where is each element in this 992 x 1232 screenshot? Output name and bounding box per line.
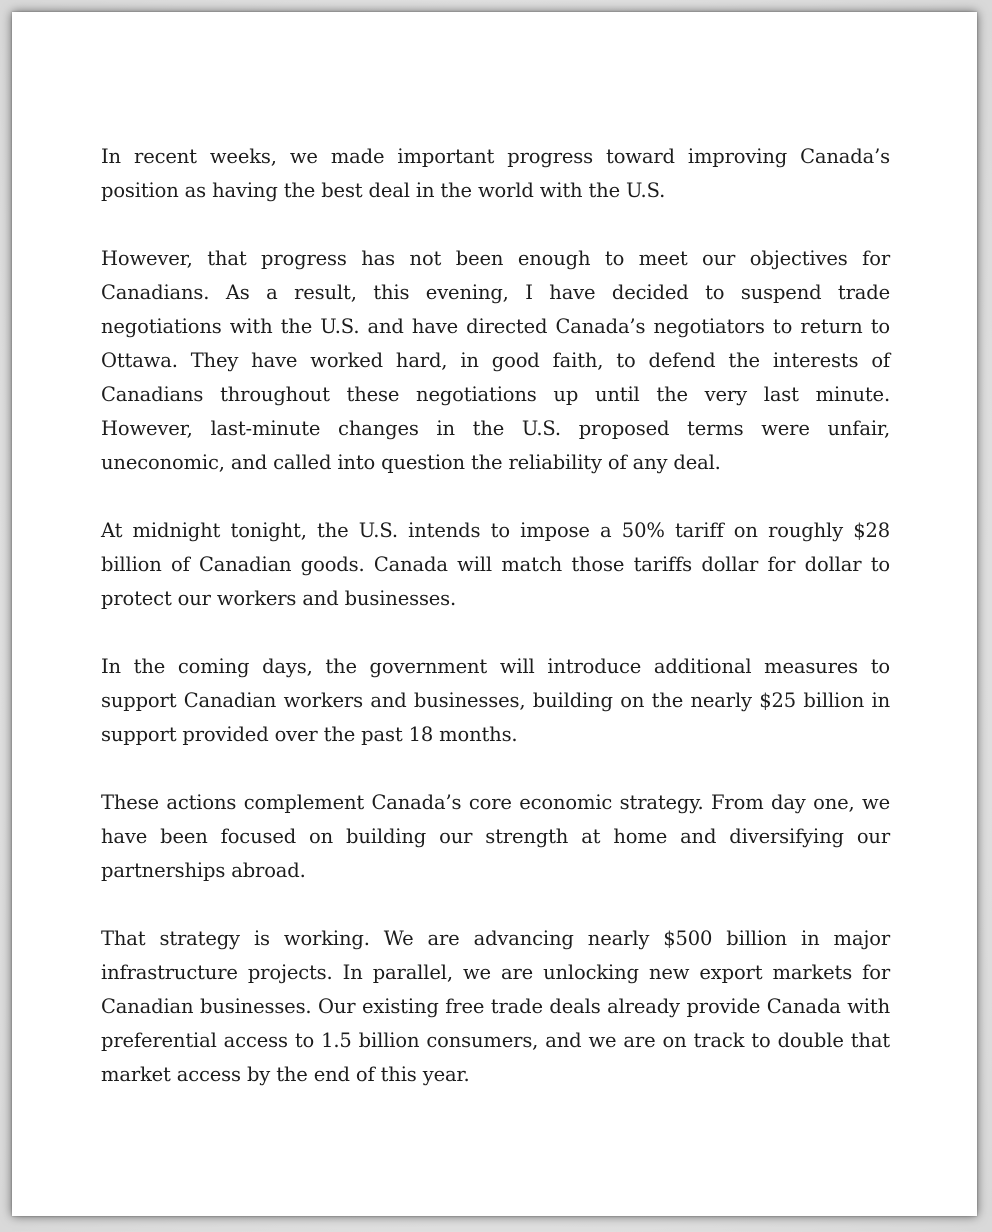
paragraph-6: That strategy is working. We are advancing nearly $500 billion in major infrastructure projects. In parallel, we are unlocking new export markets for Canadian businesses. Our existing free trade deals already provide Canada with preferential access to 1.5 billion consumers, and we are on track to double that market access by the end of this year. [101,927,890,1086]
paragraph-5: These actions complement Canada’s core economic strategy. From day one, we have been focused on building our strength at home and diversifying our partnerships abroad. [101,791,890,882]
paragraph-1: In recent weeks, we made important progress toward improving Canada’s position as having the best deal in the world with the U.S. [101,145,890,202]
document-page [12,12,977,1216]
paragraph-2: However, that progress has not been enough to meet our objectives for Canadians. As a result, this evening, I have decided to suspend trade negotiations with the U.S. and have directed Canada’s negotiators to return to Ottawa. They have worked hard, in good faith, to defend the interests of Canadians throughout these negotiations up until the very last minute. However, last-minute changes in the U.S. proposed terms were unfair, uneconomic, and called into question the reliability of any deal. [101,247,890,474]
document-body [101,140,890,1092]
paragraph-3: At midnight tonight, the U.S. intends to impose a 50% tariff on roughly $28 billion of Canadian goods. Canada will match those tariffs dollar for dollar to protect our workers and businesses. [101,519,890,610]
paragraph-4: In the coming days, the government will introduce additional measures to support Canadian workers and businesses, building on the nearly $25 billion in support provided over the past 18 months. [101,655,890,746]
